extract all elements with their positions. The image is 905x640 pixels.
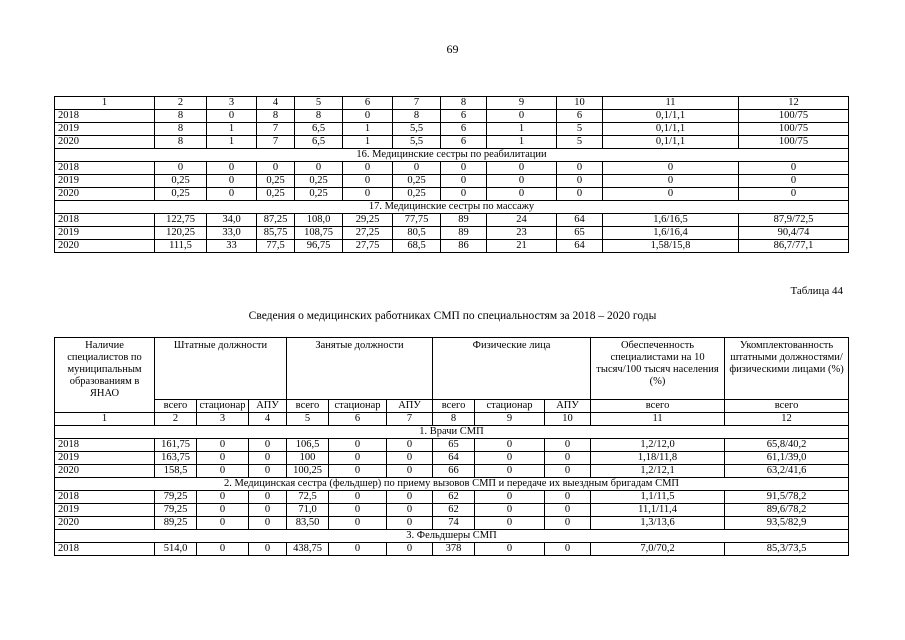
table-cell: 1,58/15,8	[603, 240, 739, 253]
column-number: 11	[603, 97, 739, 110]
table-cell: 1	[343, 123, 393, 136]
table-cell: 0	[739, 162, 849, 175]
table-cell: 0	[329, 517, 387, 530]
table-cell: 0	[343, 162, 393, 175]
table-cell: 33,0	[207, 227, 257, 240]
column-number: 9	[487, 97, 557, 110]
row-year: 2019	[55, 175, 155, 188]
table-cell: 68,5	[393, 240, 441, 253]
table-cell: 5,5	[393, 136, 441, 149]
table-cell: 7	[257, 123, 295, 136]
table-cell: 33	[207, 240, 257, 253]
table-cell: 0	[475, 491, 545, 504]
table-cell: 27,75	[343, 240, 393, 253]
table-cell: 5,5	[393, 123, 441, 136]
bottom-table	[54, 337, 849, 556]
section-row	[55, 530, 849, 543]
table-cell: 6	[441, 110, 487, 123]
table-cell: 8	[155, 123, 207, 136]
table-cell: 0	[545, 452, 591, 465]
section-title: 16. Медицинские сестры по реабилитации	[55, 149, 849, 162]
table-cell: 0	[545, 543, 591, 556]
table-cell: 1,6/16,5	[603, 214, 739, 227]
subheader-cell: всего	[725, 400, 849, 413]
column-number: 3	[207, 97, 257, 110]
row-year: 2018	[55, 543, 155, 556]
table-cell: 5	[557, 123, 603, 136]
table-cell: 0	[557, 162, 603, 175]
table-row	[55, 452, 849, 465]
table-row	[55, 517, 849, 530]
row-year: 2018	[55, 439, 155, 452]
table-cell: 0	[739, 188, 849, 201]
table-cell: 1	[207, 123, 257, 136]
header-municipal: Наличие специалистов по муниципальным образованиям в ЯНАО	[55, 338, 155, 413]
table-cell: 0	[387, 439, 433, 452]
table-cell: 77,5	[257, 240, 295, 253]
subheader-cell: всего	[287, 400, 329, 413]
table-cell: 0	[387, 517, 433, 530]
table-cell: 0,25	[393, 175, 441, 188]
table-cell: 0	[329, 491, 387, 504]
header-occupied-positions: Занятые должности	[287, 338, 433, 400]
column-number: 1	[55, 97, 155, 110]
subheader-cell: АПУ	[387, 400, 433, 413]
table-cell: 65	[433, 439, 475, 452]
table-cell: 0	[249, 452, 287, 465]
table-cell: 0	[487, 110, 557, 123]
table-cell: 0	[197, 465, 249, 478]
table-cell: 0,1/1,1	[603, 136, 739, 149]
row-year: 2020	[55, 517, 155, 530]
table-cell: 72,5	[287, 491, 329, 504]
table-cell: 85,75	[257, 227, 295, 240]
table-cell: 6,5	[295, 123, 343, 136]
row-year: 2019	[55, 504, 155, 517]
header-staff-positions: Штатные должности	[155, 338, 287, 400]
table-cell: 0	[545, 439, 591, 452]
table-cell: 7	[257, 136, 295, 149]
table-row	[55, 465, 849, 478]
table-cell: 0	[249, 439, 287, 452]
table-cell: 85,3/73,5	[725, 543, 849, 556]
table-number: Таблица 44	[790, 285, 843, 297]
column-number: 11	[591, 413, 725, 426]
table-cell: 0	[545, 465, 591, 478]
table-cell: 0	[207, 110, 257, 123]
table-cell: 6	[441, 123, 487, 136]
table-cell: 100,25	[287, 465, 329, 478]
table-row	[55, 110, 849, 123]
column-number: 8	[433, 413, 475, 426]
column-number: 12	[725, 413, 849, 426]
table-cell: 0	[343, 175, 393, 188]
table-cell: 62	[433, 504, 475, 517]
table-cell: 64	[557, 240, 603, 253]
column-number: 1	[55, 413, 155, 426]
table-cell: 0	[387, 465, 433, 478]
table-cell: 0	[249, 465, 287, 478]
table-cell: 89,6/78,2	[725, 504, 849, 517]
table-cell: 29,25	[343, 214, 393, 227]
table-cell: 0	[197, 439, 249, 452]
table-cell: 79,25	[155, 504, 197, 517]
table-cell: 71,0	[287, 504, 329, 517]
table-cell: 0	[475, 543, 545, 556]
table-cell: 8	[295, 110, 343, 123]
table-cell: 514,0	[155, 543, 197, 556]
table-cell: 0,25	[155, 175, 207, 188]
column-number: 10	[545, 413, 591, 426]
table-cell: 64	[557, 214, 603, 227]
column-number: 6	[329, 413, 387, 426]
table-cell: 21	[487, 240, 557, 253]
table-cell: 108,0	[295, 214, 343, 227]
table-cell: 0	[249, 517, 287, 530]
table-cell: 0	[329, 504, 387, 517]
column-number: 8	[441, 97, 487, 110]
table-cell: 0	[257, 162, 295, 175]
row-year: 2020	[55, 188, 155, 201]
table-cell: 0	[249, 491, 287, 504]
section-title: 1. Врачи СМП	[55, 426, 849, 439]
table-cell: 66	[433, 465, 475, 478]
table-cell: 7,0/70,2	[591, 543, 725, 556]
subheader-cell: АПУ	[249, 400, 287, 413]
table-cell: 0	[557, 188, 603, 201]
table-cell: 87,9/72,5	[739, 214, 849, 227]
table-row	[55, 504, 849, 517]
column-number: 5	[295, 97, 343, 110]
table-cell: 0	[603, 175, 739, 188]
table-cell: 62	[433, 491, 475, 504]
table-cell: 8	[257, 110, 295, 123]
subheader-row	[55, 400, 849, 413]
table-row	[55, 175, 849, 188]
table-cell: 158,5	[155, 465, 197, 478]
table-cell: 0	[207, 188, 257, 201]
table-row	[55, 162, 849, 175]
table-cell: 6,5	[295, 136, 343, 149]
table-cell: 0	[207, 175, 257, 188]
table-row	[55, 214, 849, 227]
table-row	[55, 188, 849, 201]
column-number: 4	[257, 97, 295, 110]
table-cell: 0	[387, 491, 433, 504]
table-cell: 111,5	[155, 240, 207, 253]
table-cell: 0	[441, 175, 487, 188]
table-cell: 0	[155, 162, 207, 175]
table-cell: 0,25	[295, 175, 343, 188]
table-cell: 0	[295, 162, 343, 175]
table-cell: 0	[329, 452, 387, 465]
table-row	[55, 123, 849, 136]
table-cell: 23	[487, 227, 557, 240]
table-cell: 80,5	[393, 227, 441, 240]
table-cell: 161,75	[155, 439, 197, 452]
subheader-cell: стационар	[475, 400, 545, 413]
table-cell: 0	[387, 452, 433, 465]
table-cell: 0	[545, 517, 591, 530]
table-cell: 8	[393, 110, 441, 123]
table-cell: 6	[441, 136, 487, 149]
table-cell: 100/75	[739, 136, 849, 149]
section-row	[55, 426, 849, 439]
table-cell: 77,75	[393, 214, 441, 227]
table-cell: 120,25	[155, 227, 207, 240]
table-cell: 89	[441, 214, 487, 227]
table-cell: 1	[207, 136, 257, 149]
table-cell: 0	[329, 543, 387, 556]
section-row	[55, 201, 849, 214]
table-cell: 1,2/12,1	[591, 465, 725, 478]
row-year: 2018	[55, 162, 155, 175]
table-cell: 0	[441, 162, 487, 175]
table-cell: 108,75	[295, 227, 343, 240]
subheader-cell: АПУ	[545, 400, 591, 413]
subheader-cell: стационар	[197, 400, 249, 413]
table-cell: 93,5/82,9	[725, 517, 849, 530]
table-cell: 163,75	[155, 452, 197, 465]
row-year: 2019	[55, 452, 155, 465]
table-cell: 0	[329, 465, 387, 478]
subheader-cell: всего	[591, 400, 725, 413]
table-cell: 0	[329, 439, 387, 452]
row-year: 2020	[55, 465, 155, 478]
table-cell: 24	[487, 214, 557, 227]
table-cell: 1	[343, 136, 393, 149]
table-cell: 0	[545, 504, 591, 517]
table-cell: 8	[155, 136, 207, 149]
table-title: Сведения о медицинских работниках СМП по специальностям за 2018 – 2020 годы	[248, 310, 657, 322]
table-row	[55, 240, 849, 253]
column-number: 2	[155, 97, 207, 110]
row-year: 2019	[55, 123, 155, 136]
table-cell: 0	[475, 439, 545, 452]
column-number: 9	[475, 413, 545, 426]
table-cell: 378	[433, 543, 475, 556]
table-cell: 61,1/39,0	[725, 452, 849, 465]
table-cell: 0,25	[295, 188, 343, 201]
table-cell: 0	[249, 504, 287, 517]
subheader-cell: стационар	[329, 400, 387, 413]
table-cell: 5	[557, 136, 603, 149]
table-cell: 0	[343, 110, 393, 123]
section-title: 2. Медицинская сестра (фельдшер) по приему вызовов СМП и передаче их выездным бригадам СМП	[55, 478, 849, 491]
table-cell: 0	[249, 543, 287, 556]
table-row	[55, 136, 849, 149]
table-cell: 0	[739, 175, 849, 188]
header-provision: Обеспеченность специалистами на 10 тысяч/100 тысяч населения (%)	[591, 338, 725, 400]
table-row	[55, 491, 849, 504]
subheader-cell: всего	[433, 400, 475, 413]
column-number: 3	[197, 413, 249, 426]
table-cell: 0	[197, 504, 249, 517]
table-cell: 438,75	[287, 543, 329, 556]
table-cell: 6	[557, 110, 603, 123]
row-year: 2019	[55, 227, 155, 240]
table-cell: 0	[197, 517, 249, 530]
column-number-row	[55, 97, 849, 110]
table-cell: 0	[387, 504, 433, 517]
table-cell: 106,5	[287, 439, 329, 452]
table-cell: 122,75	[155, 214, 207, 227]
table-cell: 87,25	[257, 214, 295, 227]
table-cell: 1,18/11,8	[591, 452, 725, 465]
table-cell: 89	[441, 227, 487, 240]
table-row	[55, 227, 849, 240]
table-cell: 100	[287, 452, 329, 465]
table-cell: 1	[487, 136, 557, 149]
header-physical-persons: Физические лица	[433, 338, 591, 400]
table-cell: 83,50	[287, 517, 329, 530]
table-cell: 65	[557, 227, 603, 240]
table-cell: 0	[487, 162, 557, 175]
table-cell: 86	[441, 240, 487, 253]
column-number-row	[55, 413, 849, 426]
table-cell: 0	[603, 162, 739, 175]
table-cell: 64	[433, 452, 475, 465]
row-year: 2020	[55, 136, 155, 149]
column-number: 6	[343, 97, 393, 110]
column-number: 4	[249, 413, 287, 426]
table-cell: 0	[197, 543, 249, 556]
table-cell: 0	[197, 491, 249, 504]
table-cell: 0	[441, 188, 487, 201]
row-year: 2020	[55, 240, 155, 253]
table-cell: 91,5/78,2	[725, 491, 849, 504]
table-cell: 89,25	[155, 517, 197, 530]
table-cell: 0,25	[257, 175, 295, 188]
table-cell: 0	[343, 188, 393, 201]
table-cell: 86,7/77,1	[739, 240, 849, 253]
table-cell: 100/75	[739, 123, 849, 136]
table-cell: 1,3/13,6	[591, 517, 725, 530]
table-row	[55, 439, 849, 452]
table-cell: 0,25	[257, 188, 295, 201]
row-year: 2018	[55, 110, 155, 123]
section-title: 17. Медицинские сестры по массажу	[55, 201, 849, 214]
table-cell: 79,25	[155, 491, 197, 504]
table-cell: 63,2/41,6	[725, 465, 849, 478]
subheader-cell: всего	[155, 400, 197, 413]
table-cell: 1,2/12,0	[591, 439, 725, 452]
table-cell: 96,75	[295, 240, 343, 253]
table-cell: 74	[433, 517, 475, 530]
table-cell: 0	[557, 175, 603, 188]
table-cell: 34,0	[207, 214, 257, 227]
table-cell: 0,1/1,1	[603, 123, 739, 136]
table-cell: 100/75	[739, 110, 849, 123]
table-cell: 1	[487, 123, 557, 136]
table-cell: 0	[475, 504, 545, 517]
table-cell: 0	[487, 188, 557, 201]
column-number: 7	[393, 97, 441, 110]
column-number: 10	[557, 97, 603, 110]
column-number: 5	[287, 413, 329, 426]
table-cell: 0,25	[393, 188, 441, 201]
table-cell: 90,4/74	[739, 227, 849, 240]
column-number: 2	[155, 413, 197, 426]
table-cell: 0	[207, 162, 257, 175]
table-cell: 0	[487, 175, 557, 188]
section-row	[55, 149, 849, 162]
table-cell: 0	[393, 162, 441, 175]
row-year: 2018	[55, 214, 155, 227]
table-cell: 0	[475, 465, 545, 478]
top-table	[54, 96, 849, 253]
table-cell: 8	[155, 110, 207, 123]
table-cell: 0	[475, 517, 545, 530]
table-cell: 0	[545, 491, 591, 504]
table-cell: 27,25	[343, 227, 393, 240]
column-number: 12	[739, 97, 849, 110]
table-cell: 1,1/11,5	[591, 491, 725, 504]
column-number: 7	[387, 413, 433, 426]
section-title: 3. Фельдшеры СМП	[55, 530, 849, 543]
table-cell: 1,6/16,4	[603, 227, 739, 240]
page-number: 69	[446, 42, 459, 56]
table-cell: 0	[475, 452, 545, 465]
table-row	[55, 543, 849, 556]
table-cell: 0	[387, 543, 433, 556]
table-cell: 65,8/40,2	[725, 439, 849, 452]
section-row	[55, 478, 849, 491]
table-cell: 0,1/1,1	[603, 110, 739, 123]
header-staffing: Укомплектованность штатными должностями/ физическими лицами (%)	[725, 338, 849, 400]
table-cell: 0	[603, 188, 739, 201]
table-cell: 11,1/11,4	[591, 504, 725, 517]
table-cell: 0,25	[155, 188, 207, 201]
table-cell: 0	[197, 452, 249, 465]
row-year: 2018	[55, 491, 155, 504]
